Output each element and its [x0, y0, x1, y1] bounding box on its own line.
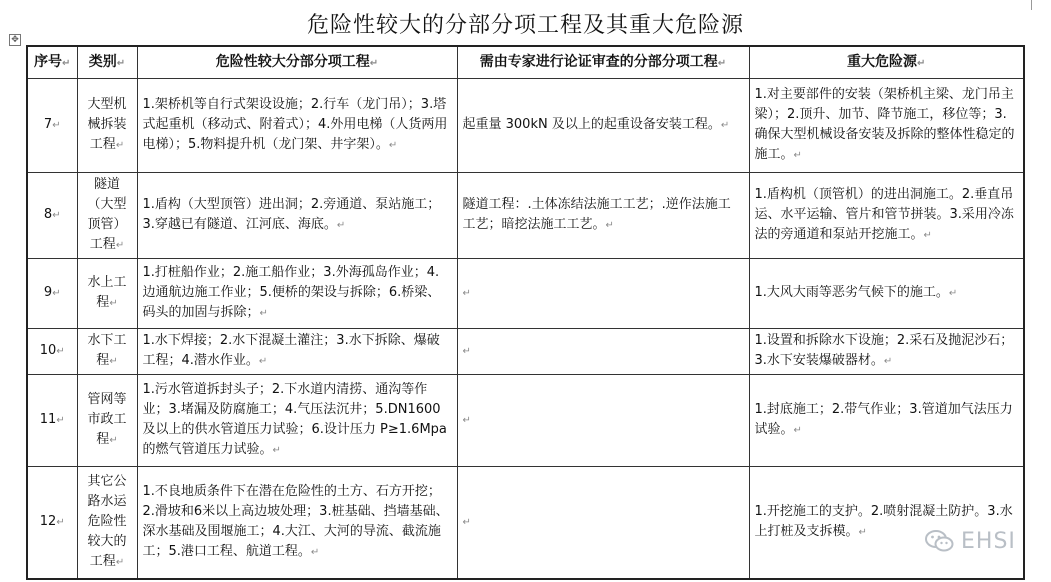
header-category: 类别↵ [77, 46, 137, 79]
row-expert: ↵ [457, 329, 749, 375]
wechat-watermark [925, 528, 1016, 554]
row-category: 管网等市政工程↵ [77, 375, 137, 467]
row-expert: 隧道工程：.土体冻结法施工工艺；.逆作法施工工艺；暗挖法施工工艺。↵ [457, 173, 749, 259]
row-hazards: 1.设置和拆除水下设施；2.采石及抛泥沙石；3.水下安装爆破器材。↵ [749, 329, 1024, 375]
row-expert: ↵ [457, 467, 749, 579]
row-hazards: 1.盾构机（顶管机）的进出洞施工。2.垂直吊运、水平运输、管片和管节拼装。3.采用冷冻法的旁通道和泵站开挖施工。↵ [749, 173, 1024, 259]
header-works: 危险性较大分部分项工程↵ [137, 46, 457, 79]
header-hazards: 重大危险源↵ [749, 46, 1024, 79]
row-expert: 起重量 300kN 及以上的起重设备安装工程。↵ [457, 79, 749, 173]
row-no: 12↵ [27, 467, 77, 579]
row-works: 1.水下焊接；2.水下混凝土灌注；3.水下拆除、爆破工程；4.潜水作业。↵ [137, 329, 457, 375]
table-row [27, 79, 1024, 173]
hazard-table [26, 45, 1025, 580]
table-row [27, 375, 1024, 467]
row-category: 水下工程↵ [77, 329, 137, 375]
row-no: 9↵ [27, 259, 77, 329]
row-works: 1.不良地质条件下在潜在危险性的土方、石方开挖；2.滑坡和6米以上高边坡处理；3.桩基础、挡墙基础、深水基础及围堰施工；4.大江、大河的导流、截流施工；5.港口工程、航道工程。↵ [137, 467, 457, 579]
row-hazards: 1.对主要部件的安装（架桥机主梁、龙门吊主梁）；2.顶升、加节、降节施工，移位等；3.确保大型机械设备安装及拆除的整体性稳定的施工。↵ [749, 79, 1024, 173]
table-row [27, 173, 1024, 259]
wechat-icon [925, 529, 955, 553]
row-no: 11↵ [27, 375, 77, 467]
row-no: 8↵ [27, 173, 77, 259]
row-hazards: 1.大风大雨等恶劣气候下的施工。↵ [749, 259, 1024, 329]
row-no: 7↵ [27, 79, 77, 173]
table-header-row [27, 46, 1024, 79]
row-category: 其它公路水运危险性较大的工程↵ [77, 467, 137, 579]
row-category: 隧道（大型顶管）工程↵ [77, 173, 137, 259]
table-row [27, 259, 1024, 329]
row-category: 水上工程↵ [77, 259, 137, 329]
row-works: 1.盾构（大型顶管）进出洞；2.旁通道、泵站施工；3.穿越已有隧道、江河底、海底。↵ [137, 173, 457, 259]
row-category: 大型机械拆装工程↵ [77, 79, 137, 173]
document-title: 危险性较大的分部分项工程及其重大危险源 [306, 13, 744, 38]
row-expert: ↵ [457, 375, 749, 467]
row-hazards: 1.开挖施工的支护。2.喷射混凝土防护。3.水上打桩及支拆模。↵ [749, 467, 1024, 579]
table-row [27, 467, 1024, 579]
row-hazards: 1.封底施工；2.带气作业；3.管道加气法压力试验。↵ [749, 375, 1024, 467]
row-works: 1.打桩船作业；2.施工船作业；3.外海孤岛作业；4.边通航边施工作业；5.便桥的架设与拆除；6.桥梁、码头的加固与拆除；↵ [137, 259, 457, 329]
table-row [27, 329, 1024, 375]
row-works: 1.架桥机等自行式架设设施；2.行车（龙门吊）；3.塔式起重机（移动式、附着式）；4.外用电梯（人货两用电梯）；5.物料提升机（龙门架、井字架）。↵ [137, 79, 457, 173]
row-works: 1.污水管道拆封头子；2.下水道内清捞、通沟等作业；3.堵漏及防腐施工；4.气压法沉井；5.DN1600及以上的供水管道压力试验；6.设计压力 P≥1.6Mpa 的燃气管道压力试验。↵ [137, 375, 457, 467]
header-no: 序号↵ [27, 46, 77, 79]
margin-corner-mark [1031, 0, 1046, 10]
watermark-text: EHSI [961, 528, 1016, 554]
row-expert: ↵ [457, 259, 749, 329]
row-no: 10↵ [27, 329, 77, 375]
table-move-handle-icon[interactable]: ✥ [9, 34, 21, 46]
header-expert: 需由专家进行论证审查的分部分项工程↵ [457, 46, 749, 79]
